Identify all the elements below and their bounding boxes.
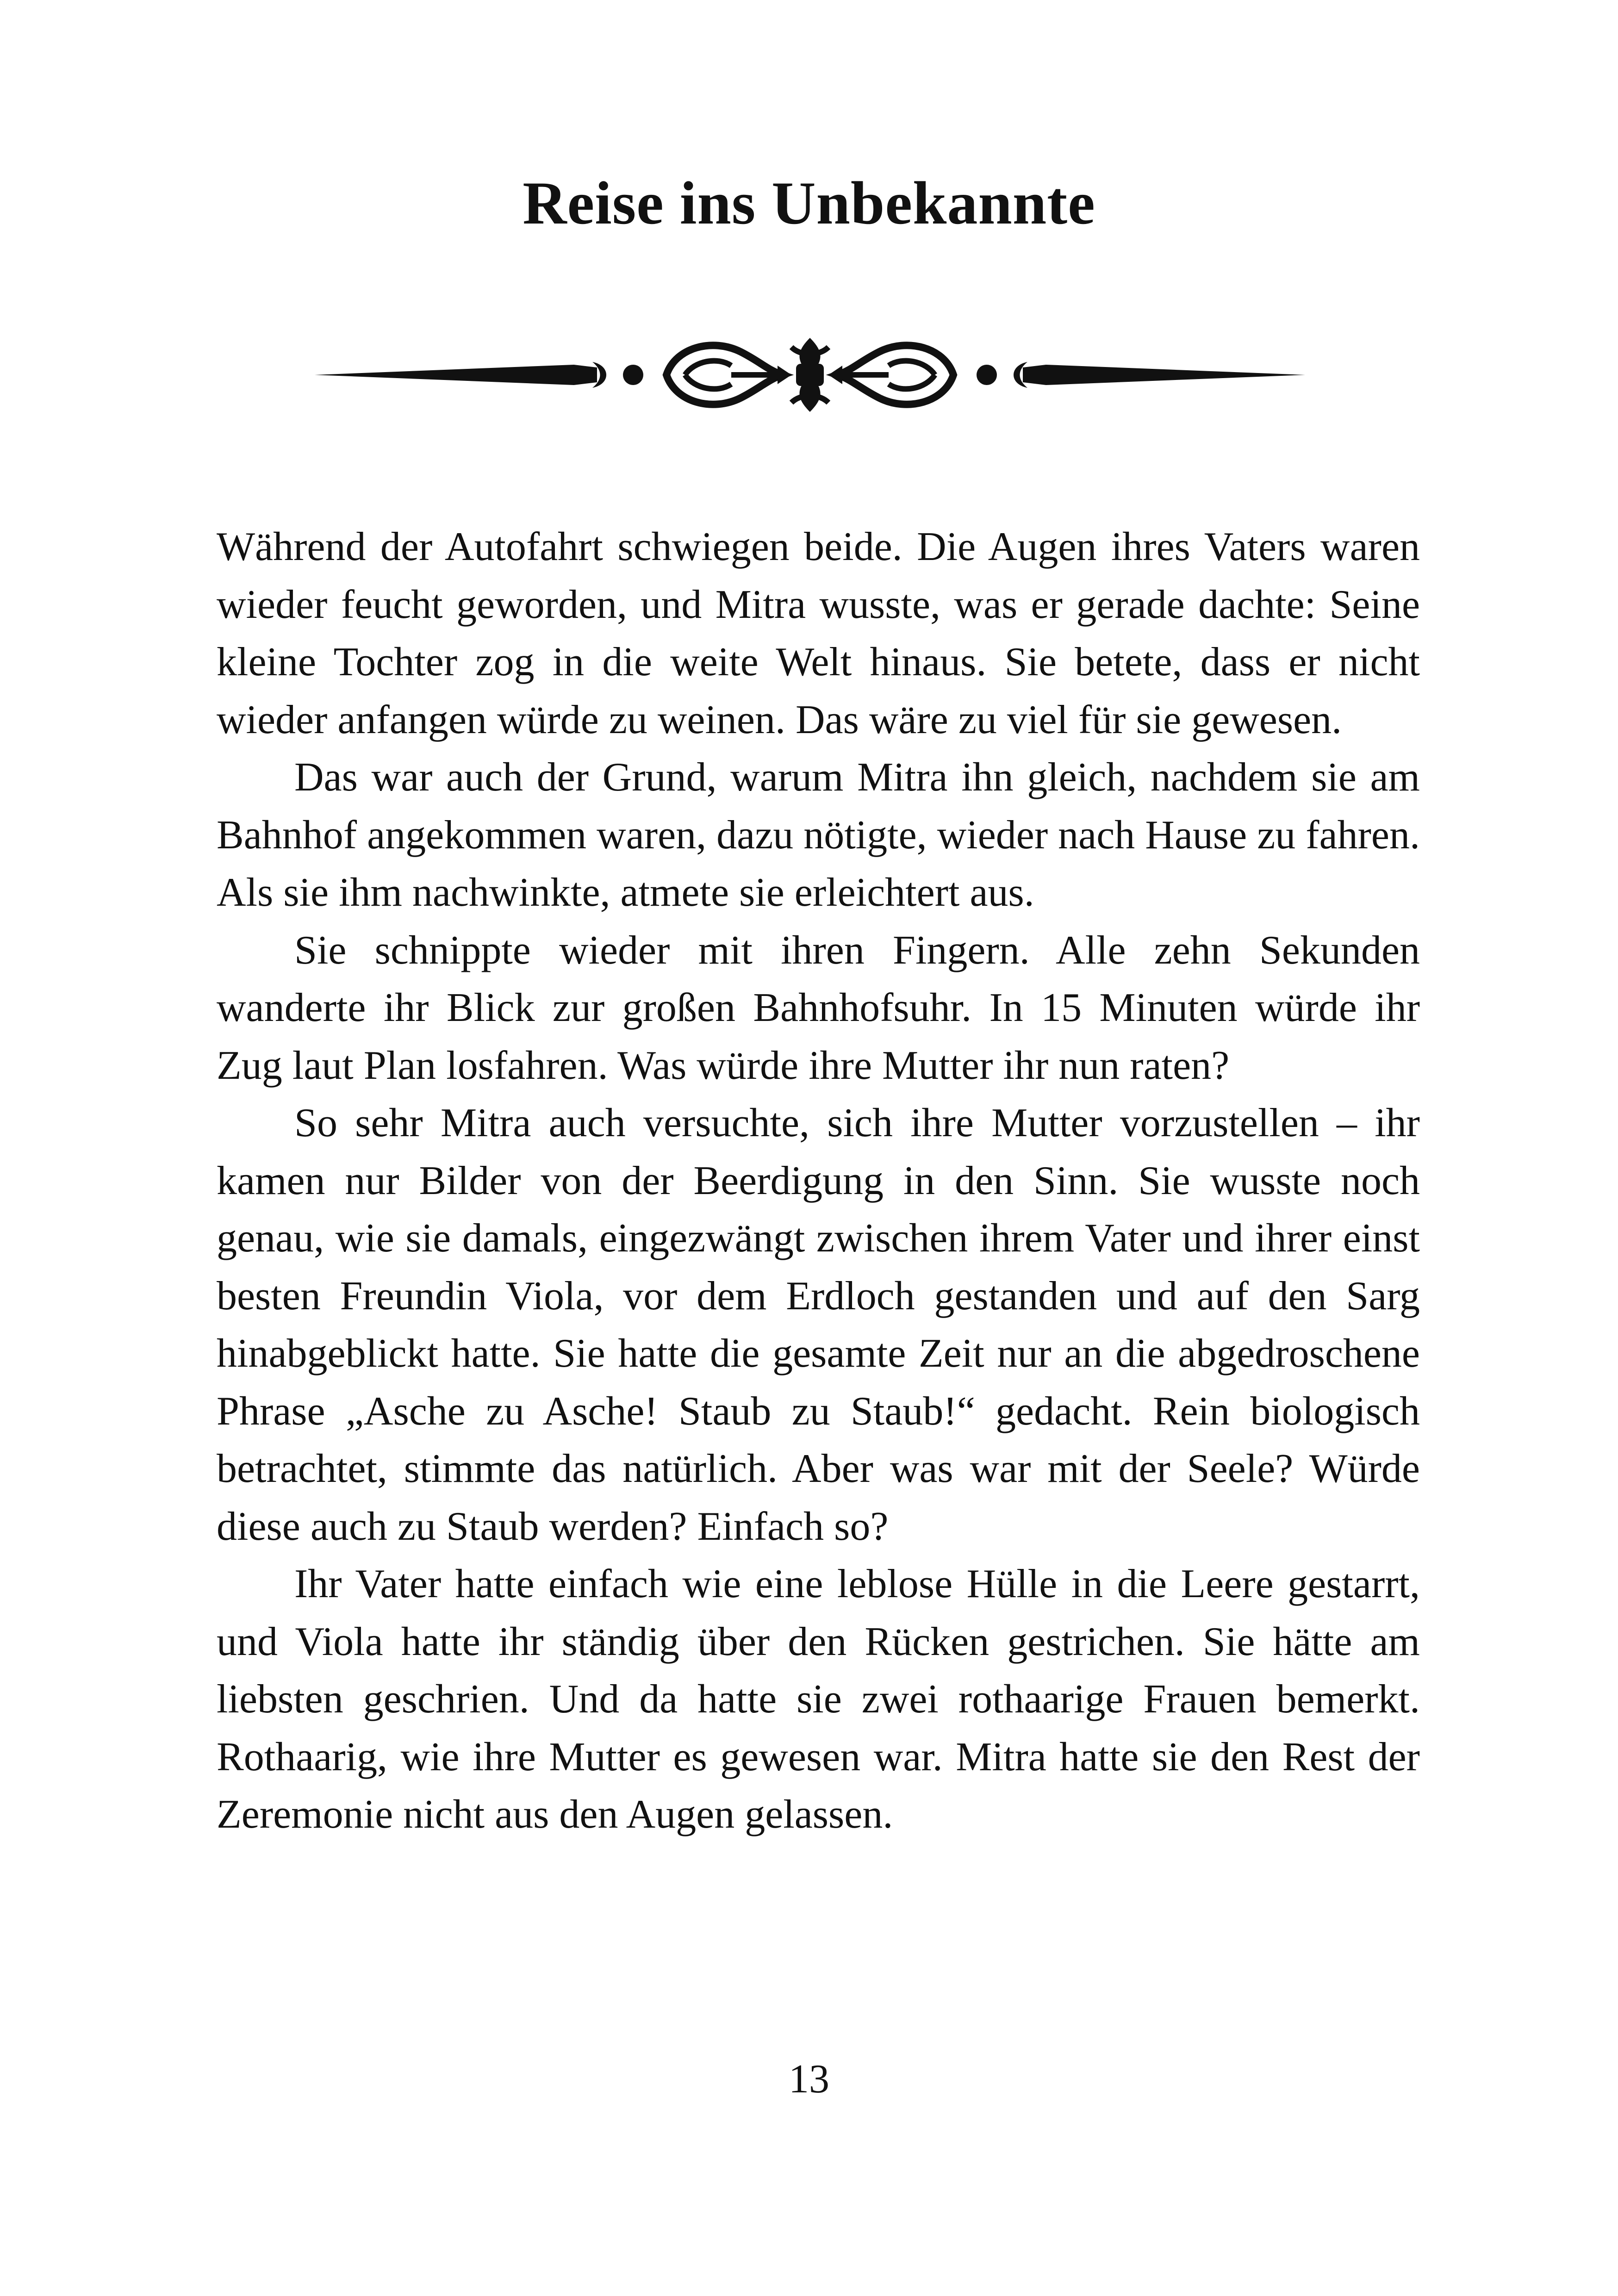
body-text — [217, 518, 1420, 1844]
paragraph: So sehr Mitra auch versuchte, sich ihre Mutter vorzustellen – ihr kamen nur Bilder von der Beerdigung in den Sinn. Sie wusste noch genau, wie sie damals, eingezwängt zwischen ihrem Vater und ihrer einst besten Freundin Viola, vor dem Erdloch gestanden und auf den Sarg hinabgeblickt hatte. Sie hatte die gesamte Zeit nur an die abgedroschene Phrase „Asche zu Asche! Staub zu Staub!“ gedacht. Rein biologisch betrachtet, stimmte das natürlich. Aber was war mit der Seele? Würde diese auch zu Staub werden? Einfach so? — [217, 1101, 1420, 1549]
flourish-divider-icon — [315, 319, 1305, 430]
chapter-title: Reise ins Unbekannte — [523, 169, 1095, 237]
page-number: 13 — [789, 2057, 829, 2102]
paragraph: Das war auch der Grund, warum Mitra ihn gleich, nachdem sie am Bahnhof angekommen waren, dazu nötigte, wieder nach Hause zu fahren. Als sie ihm nachwinkte, atmete sie erleichtert aus. — [217, 755, 1420, 915]
paragraph: Ihr Vater hatte einfach wie eine leblose Hülle in die Leere gestarrt, und Viola hatte ihr ständig über den Rücken gestrichen. Sie hätte am liebsten geschrien. Und da hatte sie zwei rothaarige Frauen bemerkt. Rothaarig, wie ihre Mutter es gewesen war. Mitra hatte sie den Rest der Zeremonie nicht aus den Augen gelassen. — [217, 1562, 1420, 1837]
paragraph: Während der Autofahrt schwiegen beide. Die Augen ihres Vaters waren wieder feucht geworden, und Mitra wusste, was er gerade dachte: Seine kleine Tochter zog in die weite Welt hinaus. Sie betete, dass er nicht wieder anfangen würde zu weinen. Das wäre zu viel für sie gewesen. — [217, 524, 1420, 742]
paragraph: Sie schnippte wieder mit ihren Fingern. Alle zehn Sekunden wanderte ihr Blick zur großen Bahnhofsuhr. In 15 Minuten würde ihr Zug laut Plan losfahren. Was würde ihre Mutter ihr nun raten? — [217, 927, 1420, 1088]
